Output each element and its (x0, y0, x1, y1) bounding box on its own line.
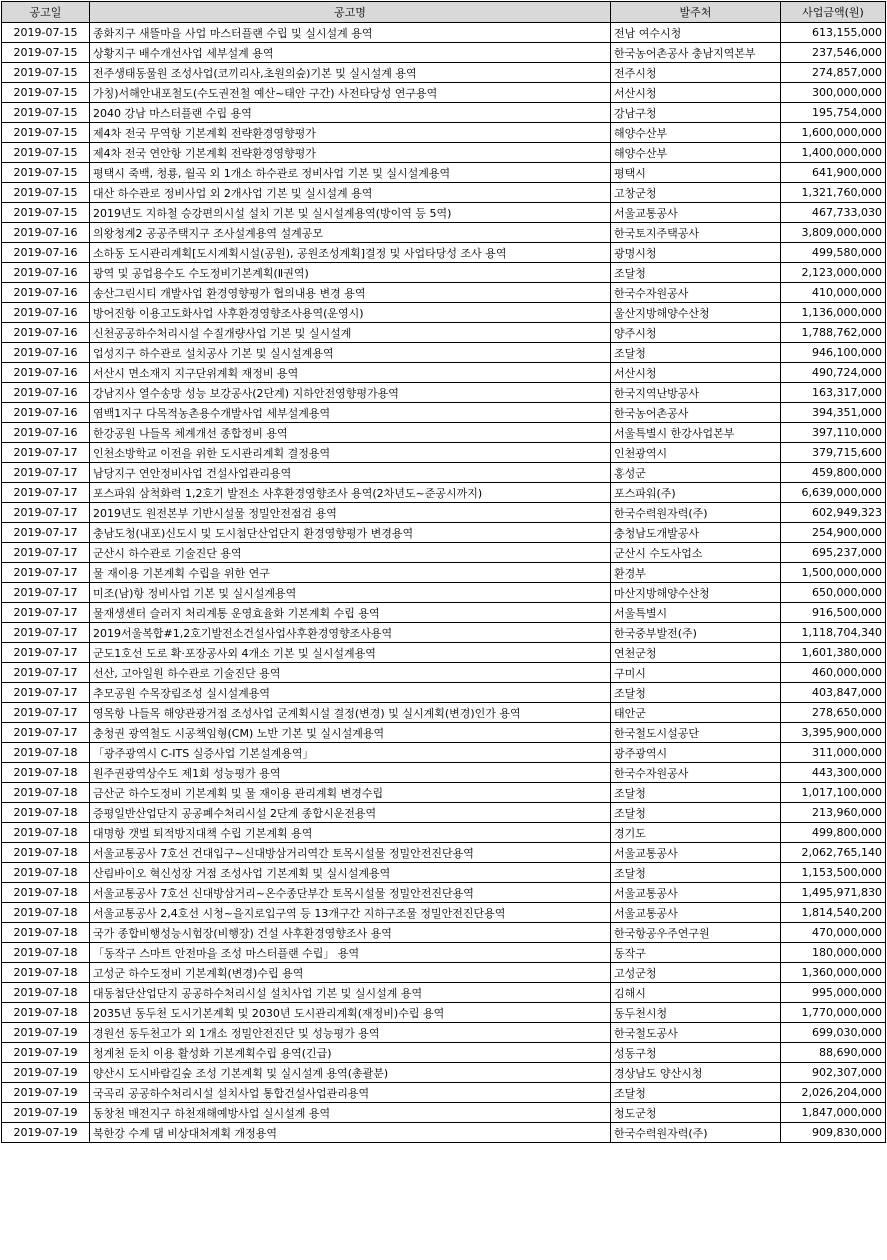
cell-org[interactable]: 인천광역시 (611, 443, 781, 463)
table-row (2, 903, 886, 923)
table-row (2, 763, 886, 783)
cell-date[interactable]: 2019-07-16 (2, 323, 90, 343)
table-row (2, 103, 886, 123)
cell-amount[interactable]: 2,123,000,000 (781, 263, 886, 283)
cell-title[interactable]: 대명항 갯벌 퇴적방지대책 수립 기본계획 용역 (90, 823, 611, 843)
cell-org[interactable]: 광주광역시 (611, 743, 781, 763)
cell-date[interactable]: 2019-07-16 (2, 383, 90, 403)
cell-org[interactable]: 조달청 (611, 783, 781, 803)
header-date[interactable]: 공고일 (2, 2, 90, 23)
cell-title[interactable]: 전주생태동물원 조성사업(코끼리사,초원의숲)기본 및 실시설계 용역 (90, 63, 611, 83)
cell-amount[interactable]: 443,300,000 (781, 763, 886, 783)
cell-title[interactable]: 서산시 면소재지 지구단위계획 재정비 용역 (90, 363, 611, 383)
cell-org[interactable]: 서울교통공사 (611, 883, 781, 903)
table-row (2, 1023, 886, 1043)
cell-title[interactable]: 염백1지구 다목적농촌용수개발사업 세부설계용역 (90, 403, 611, 423)
cell-org[interactable]: 한국수자원공사 (611, 283, 781, 303)
cell-date[interactable]: 2019-07-19 (2, 1023, 90, 1043)
cell-title[interactable]: 증평일반산업단지 공공폐수처리시설 2단계 종합시운전용역 (90, 803, 611, 823)
cell-amount[interactable]: 1,601,380,000 (781, 643, 886, 663)
cell-date[interactable]: 2019-07-18 (2, 763, 90, 783)
cell-date[interactable]: 2019-07-17 (2, 483, 90, 503)
cell-org[interactable]: 서울교통공사 (611, 843, 781, 863)
cell-amount[interactable]: 1,770,000,000 (781, 1003, 886, 1023)
cell-org[interactable]: 조달청 (611, 1083, 781, 1103)
cell-amount[interactable]: 909,830,000 (781, 1123, 886, 1143)
cell-org[interactable]: 한국농어촌공사 (611, 403, 781, 423)
cell-amount[interactable]: 213,960,000 (781, 803, 886, 823)
cell-date[interactable]: 2019-07-17 (2, 543, 90, 563)
cell-date[interactable]: 2019-07-17 (2, 443, 90, 463)
cell-title[interactable]: 추모공원 수목장림조성 실시설계용역 (90, 683, 611, 703)
cell-date[interactable]: 2019-07-17 (2, 663, 90, 683)
cell-org[interactable]: 조달청 (611, 863, 781, 883)
cell-date[interactable]: 2019-07-17 (2, 683, 90, 703)
cell-date[interactable]: 2019-07-17 (2, 523, 90, 543)
cell-amount[interactable]: 470,000,000 (781, 923, 886, 943)
cell-amount[interactable]: 410,000,000 (781, 283, 886, 303)
cell-amount[interactable]: 311,000,000 (781, 743, 886, 763)
cell-org[interactable]: 경상남도 양산시청 (611, 1063, 781, 1083)
cell-org[interactable]: 충청남도개발공사 (611, 523, 781, 543)
cell-org[interactable]: 해양수산부 (611, 143, 781, 163)
cell-title[interactable]: 동창천 매전지구 하천재해예방사업 실시설계 용역 (90, 1103, 611, 1123)
cell-title[interactable]: 서울교통공사 7호선 건대입구~신대방삼거리역간 토목시설물 정밀안전진단용역 (90, 843, 611, 863)
table-row (2, 723, 886, 743)
cell-date[interactable]: 2019-07-19 (2, 1083, 90, 1103)
cell-title[interactable]: 양산시 도시바람길숲 조성 기본계획 및 실시설계 용역(총괄분) (90, 1063, 611, 1083)
cell-title[interactable]: 평택시 죽백, 청룡, 월곡 외 1개소 하수관로 정비사업 기본 및 실시설계용역 (90, 163, 611, 183)
table-row (2, 983, 886, 1003)
table-row (2, 803, 886, 823)
cell-org[interactable]: 조달청 (611, 803, 781, 823)
cell-org[interactable]: 서울교통공사 (611, 203, 781, 223)
cell-title[interactable]: 국곡리 공공하수처리시설 설치사업 통합건설사업관리용역 (90, 1083, 611, 1103)
table-row (2, 563, 886, 583)
cell-amount[interactable]: 1,136,000,000 (781, 303, 886, 323)
table-row (2, 823, 886, 843)
table-row (2, 583, 886, 603)
cell-date[interactable]: 2019-07-18 (2, 903, 90, 923)
cell-amount[interactable]: 902,307,000 (781, 1063, 886, 1083)
cell-title[interactable]: 충청권 광역철도 시공책임형(CM) 노반 기본 및 실시설계용역 (90, 723, 611, 743)
table-row (2, 523, 886, 543)
table-row (2, 383, 886, 403)
cell-org[interactable]: 환경부 (611, 563, 781, 583)
cell-org[interactable]: 한국토지주택공사 (611, 223, 781, 243)
cell-amount[interactable]: 650,000,000 (781, 583, 886, 603)
table-header-row (2, 2, 886, 23)
cell-title[interactable]: 선산, 고아일원 하수관로 기술진단 용역 (90, 663, 611, 683)
cell-org[interactable]: 포스파워(주) (611, 483, 781, 503)
table-row (2, 663, 886, 683)
cell-amount[interactable]: 195,754,000 (781, 103, 886, 123)
cell-amount[interactable]: 467,733,030 (781, 203, 886, 223)
table-row (2, 303, 886, 323)
table-row (2, 223, 886, 243)
cell-title[interactable]: 종화지구 새뜰마을 사업 마스터플랜 수립 및 실시설계 용역 (90, 23, 611, 43)
cell-title[interactable]: 가칭)서해안내포철도(수도권전철 예산~태안 구간) 사전타당성 연구용역 (90, 83, 611, 103)
cell-title[interactable]: 서울교통공사 2,4호선 시청~을지로입구역 등 13개구간 지하구조물 정밀안전진단용역 (90, 903, 611, 923)
cell-title[interactable]: 고성군 하수도정비 기본계획(변경)수립 용역 (90, 963, 611, 983)
cell-date[interactable]: 2019-07-16 (2, 243, 90, 263)
cell-date[interactable]: 2019-07-16 (2, 363, 90, 383)
cell-amount[interactable]: 237,546,000 (781, 43, 886, 63)
cell-date[interactable]: 2019-07-15 (2, 123, 90, 143)
cell-org[interactable]: 조달청 (611, 263, 781, 283)
cell-org[interactable]: 서울교통공사 (611, 903, 781, 923)
cell-amount[interactable]: 254,900,000 (781, 523, 886, 543)
cell-title[interactable]: 군산시 하수관로 기술진단 용역 (90, 543, 611, 563)
cell-title[interactable]: 2019서울복합#1,2호기발전소건설사업사후환경영향조사용역 (90, 623, 611, 643)
cell-date[interactable]: 2019-07-17 (2, 563, 90, 583)
table-row (2, 283, 886, 303)
cell-amount[interactable]: 6,639,000,000 (781, 483, 886, 503)
cell-amount[interactable]: 88,690,000 (781, 1043, 886, 1063)
cell-date[interactable]: 2019-07-18 (2, 803, 90, 823)
cell-title[interactable]: 2019년도 지하철 승강편의시설 설치 기본 및 실시설계용역(방이역 등 5역) (90, 203, 611, 223)
cell-title[interactable]: 청계천 둔치 이용 활성화 기본계획수립 용역(긴급) (90, 1043, 611, 1063)
cell-org[interactable]: 동두천시청 (611, 1003, 781, 1023)
table-row (2, 363, 886, 383)
cell-date[interactable]: 2019-07-17 (2, 603, 90, 623)
cell-org[interactable]: 태안군 (611, 703, 781, 723)
cell-amount[interactable]: 1,600,000,000 (781, 123, 886, 143)
cell-title[interactable]: 소하동 도시관리계획[도시계획시설(공원), 공원조성계획]결정 및 사업타당성 조사 용역 (90, 243, 611, 263)
cell-amount[interactable]: 1,400,000,000 (781, 143, 886, 163)
table-row (2, 203, 886, 223)
cell-date[interactable]: 2019-07-19 (2, 1123, 90, 1143)
cell-date[interactable]: 2019-07-17 (2, 723, 90, 743)
cell-date[interactable]: 2019-07-15 (2, 23, 90, 43)
cell-date[interactable]: 2019-07-15 (2, 83, 90, 103)
cell-amount[interactable]: 1,321,760,000 (781, 183, 886, 203)
cell-amount[interactable]: 995,000,000 (781, 983, 886, 1003)
cell-amount[interactable]: 1,847,000,000 (781, 1103, 886, 1123)
cell-date[interactable]: 2019-07-17 (2, 643, 90, 663)
cell-date[interactable]: 2019-07-15 (2, 103, 90, 123)
cell-title[interactable]: 포스파워 삼척화력 1,2호기 발전소 사후환경영향조사 용역(2차년도~준공시까지) (90, 483, 611, 503)
cell-title[interactable]: 산림바이오 혁신성장 거점 조성사업 기본계획 및 실시설계용역 (90, 863, 611, 883)
cell-date[interactable]: 2019-07-15 (2, 163, 90, 183)
cell-title[interactable]: 경원선 동두천고가 외 1개소 정밀안전진단 및 성능평가 용역 (90, 1023, 611, 1043)
cell-date[interactable]: 2019-07-15 (2, 43, 90, 63)
table-row (2, 1003, 886, 1023)
cell-org[interactable]: 조달청 (611, 683, 781, 703)
cell-org[interactable]: 서산시청 (611, 363, 781, 383)
cell-org[interactable]: 조달청 (611, 343, 781, 363)
cell-amount[interactable]: 1,788,762,000 (781, 323, 886, 343)
cell-amount[interactable]: 1,814,540,200 (781, 903, 886, 923)
cell-org[interactable]: 연천군청 (611, 643, 781, 663)
cell-date[interactable]: 2019-07-18 (2, 963, 90, 983)
cell-date[interactable]: 2019-07-15 (2, 143, 90, 163)
cell-title[interactable]: 광역 및 공업용수도 수도정비기본계획(Ⅱ권역) (90, 263, 611, 283)
cell-org[interactable]: 동작구 (611, 943, 781, 963)
cell-title[interactable]: 한강공원 나들목 체계개선 종합정비 용역 (90, 423, 611, 443)
cell-amount[interactable]: 641,900,000 (781, 163, 886, 183)
cell-title[interactable]: 남당지구 연안정비사업 건설사업관리용역 (90, 463, 611, 483)
cell-amount[interactable]: 695,237,000 (781, 543, 886, 563)
cell-title[interactable]: 물재생센터 슬러지 처리계통 운영효율화 기본계획 수립 용역 (90, 603, 611, 623)
table-row (2, 943, 886, 963)
cell-amount[interactable]: 499,580,000 (781, 243, 886, 263)
cell-org[interactable]: 한국수력원자력(주) (611, 503, 781, 523)
cell-title[interactable]: 2019년도 원전본부 기반시설물 정밀안전점검 용역 (90, 503, 611, 523)
cell-org[interactable]: 한국항공우주연구원 (611, 923, 781, 943)
cell-org[interactable]: 군산시 수도사업소 (611, 543, 781, 563)
cell-amount[interactable]: 916,500,000 (781, 603, 886, 623)
table-row (2, 163, 886, 183)
cell-title[interactable]: 원주권광역상수도 제1회 성능평가 용역 (90, 763, 611, 783)
cell-amount[interactable]: 274,857,000 (781, 63, 886, 83)
cell-title[interactable]: 미조(남)항 정비사업 기본 및 실시설계용역 (90, 583, 611, 603)
table-row (2, 23, 886, 43)
cell-amount[interactable]: 394,351,000 (781, 403, 886, 423)
cell-org[interactable]: 한국농어촌공사 충남지역본부 (611, 43, 781, 63)
table-row (2, 863, 886, 883)
cell-date[interactable]: 2019-07-18 (2, 943, 90, 963)
cell-title[interactable]: 2035년 동두천 도시기본계획 및 2030년 도시관리계획(재정비)수립 용역 (90, 1003, 611, 1023)
table-row (2, 63, 886, 83)
cell-org[interactable]: 경기도 (611, 823, 781, 843)
cell-title[interactable]: 「동작구 스마트 안전마을 조성 마스터플랜 수립」 용역 (90, 943, 611, 963)
cell-org[interactable]: 양주시청 (611, 323, 781, 343)
cell-title[interactable]: 2040 강남 마스터플랜 수립 용역 (90, 103, 611, 123)
cell-org[interactable]: 한국철도시설공단 (611, 723, 781, 743)
cell-org[interactable]: 해양수산부 (611, 123, 781, 143)
table-row (2, 343, 886, 363)
cell-title[interactable]: 금산군 하수도정비 기본계획 및 물 재이용 관리계획 변경수립 (90, 783, 611, 803)
cell-date[interactable]: 2019-07-17 (2, 463, 90, 483)
cell-date[interactable]: 2019-07-18 (2, 843, 90, 863)
cell-org[interactable]: 김해시 (611, 983, 781, 1003)
cell-title[interactable]: 충남도청(내포)신도시 및 도시첨단산업단지 환경영향평가 변경용역 (90, 523, 611, 543)
table-row (2, 963, 886, 983)
table-row (2, 263, 886, 283)
cell-title[interactable]: 대동첨단산업단지 공공하수처리시설 설치사업 기본 및 실시설계 용역 (90, 983, 611, 1003)
cell-date[interactable]: 2019-07-15 (2, 63, 90, 83)
cell-org[interactable]: 평택시 (611, 163, 781, 183)
table-row (2, 183, 886, 203)
cell-amount[interactable]: 1,017,100,000 (781, 783, 886, 803)
cell-date[interactable]: 2019-07-18 (2, 883, 90, 903)
table-row (2, 243, 886, 263)
table-row (2, 83, 886, 103)
table-row (2, 643, 886, 663)
tender-table (1, 1, 886, 1143)
cell-title[interactable]: 영목항 나들목 해양관광거점 조성사업 군계획시설 결정(변경) 및 실시계획(변경)인가 용역 (90, 703, 611, 723)
table-row (2, 1063, 886, 1083)
cell-amount[interactable]: 300,000,000 (781, 83, 886, 103)
cell-amount[interactable]: 1,360,000,000 (781, 963, 886, 983)
cell-amount[interactable]: 613,155,000 (781, 23, 886, 43)
table-row (2, 1043, 886, 1063)
cell-date[interactable]: 2019-07-18 (2, 743, 90, 763)
cell-amount[interactable]: 379,715,600 (781, 443, 886, 463)
cell-amount[interactable]: 1,495,971,830 (781, 883, 886, 903)
cell-title[interactable]: 군도1호선 도로 확·포장공사외 4개소 기본 및 실시설계용역 (90, 643, 611, 663)
cell-org[interactable]: 청도군청 (611, 1103, 781, 1123)
cell-title[interactable]: 제4차 전국 무역항 기본계획 전략환경영향평가 (90, 123, 611, 143)
header-amount[interactable]: 사업금액(원) (781, 2, 886, 23)
cell-amount[interactable]: 2,062,765,140 (781, 843, 886, 863)
table-row (2, 1123, 886, 1143)
cell-date[interactable]: 2019-07-17 (2, 503, 90, 523)
cell-title[interactable]: 대산 하수관로 정비사업 외 2개사업 기본 및 실시설계 용역 (90, 183, 611, 203)
cell-org[interactable]: 고성군청 (611, 963, 781, 983)
cell-date[interactable]: 2019-07-16 (2, 403, 90, 423)
cell-title[interactable]: 신천공공하수처리시설 수질개량사업 기본 및 실시설계 (90, 323, 611, 343)
cell-org[interactable]: 성동구청 (611, 1043, 781, 1063)
cell-amount[interactable]: 163,317,000 (781, 383, 886, 403)
cell-org[interactable]: 서울특별시 (611, 603, 781, 623)
cell-date[interactable]: 2019-07-18 (2, 1003, 90, 1023)
cell-org[interactable]: 홍성군 (611, 463, 781, 483)
cell-date[interactable]: 2019-07-15 (2, 183, 90, 203)
cell-date[interactable]: 2019-07-18 (2, 783, 90, 803)
table-row (2, 923, 886, 943)
table-row (2, 323, 886, 343)
table-row (2, 703, 886, 723)
cell-date[interactable]: 2019-07-17 (2, 703, 90, 723)
cell-amount[interactable]: 699,030,000 (781, 1023, 886, 1043)
cell-amount[interactable]: 459,800,000 (781, 463, 886, 483)
cell-amount[interactable]: 2,026,204,000 (781, 1083, 886, 1103)
cell-amount[interactable]: 3,809,000,000 (781, 223, 886, 243)
cell-date[interactable]: 2019-07-18 (2, 983, 90, 1003)
cell-org[interactable]: 서산시청 (611, 83, 781, 103)
cell-amount[interactable]: 1,118,704,340 (781, 623, 886, 643)
cell-org[interactable]: 한국수자원공사 (611, 763, 781, 783)
table-row (2, 543, 886, 563)
table-row (2, 683, 886, 703)
cell-title[interactable]: 제4차 전국 연안항 기본계획 전략환경영향평가 (90, 143, 611, 163)
cell-amount[interactable]: 3,395,900,000 (781, 723, 886, 743)
cell-title[interactable]: 상황지구 배수개선사업 세부설계 용역 (90, 43, 611, 63)
table-row (2, 403, 886, 423)
cell-amount[interactable]: 490,724,000 (781, 363, 886, 383)
table-row (2, 623, 886, 643)
cell-amount[interactable]: 180,000,000 (781, 943, 886, 963)
cell-title[interactable]: 국가 종합비행성능시험장(비행장) 건설 사후환경영향조사 용역 (90, 923, 611, 943)
table-row (2, 883, 886, 903)
cell-date[interactable]: 2019-07-16 (2, 283, 90, 303)
cell-title[interactable]: 인천소방학교 이전을 위한 도시관리계획 결정용역 (90, 443, 611, 463)
cell-org[interactable]: 서울특별시 한강사업본부 (611, 423, 781, 443)
cell-org[interactable]: 광명시청 (611, 243, 781, 263)
table-row (2, 423, 886, 443)
cell-date[interactable]: 2019-07-16 (2, 223, 90, 243)
cell-org[interactable]: 한국중부발전(주) (611, 623, 781, 643)
cell-date[interactable]: 2019-07-18 (2, 923, 90, 943)
table-row (2, 603, 886, 623)
cell-org[interactable]: 울산지방해양수산청 (611, 303, 781, 323)
cell-amount[interactable]: 499,800,000 (781, 823, 886, 843)
cell-title[interactable]: 업성지구 하수관로 설치공사 기본 및 실시설계용역 (90, 343, 611, 363)
cell-org[interactable]: 전주시청 (611, 63, 781, 83)
table-row (2, 443, 886, 463)
table-row (2, 123, 886, 143)
table-row (2, 503, 886, 523)
cell-org[interactable]: 강남구청 (611, 103, 781, 123)
header-title[interactable]: 공고명 (90, 2, 611, 23)
cell-amount[interactable]: 403,847,000 (781, 683, 886, 703)
table-body (2, 23, 886, 1143)
table-row (2, 463, 886, 483)
cell-date[interactable]: 2019-07-16 (2, 343, 90, 363)
table-row (2, 143, 886, 163)
table-row (2, 1083, 886, 1103)
cell-title[interactable]: 의왕청계2 공공주택지구 조사설계용역 설계공모 (90, 223, 611, 243)
table-row (2, 43, 886, 63)
table-row (2, 743, 886, 763)
cell-date[interactable]: 2019-07-15 (2, 203, 90, 223)
table-row (2, 483, 886, 503)
cell-amount[interactable]: 278,650,000 (781, 703, 886, 723)
cell-date[interactable]: 2019-07-16 (2, 423, 90, 443)
cell-title[interactable]: 방어진항 이용고도화사업 사후환경영향조사용역(운영시) (90, 303, 611, 323)
cell-amount[interactable]: 602,949,323 (781, 503, 886, 523)
cell-date[interactable]: 2019-07-18 (2, 863, 90, 883)
cell-org[interactable]: 전남 여수시청 (611, 23, 781, 43)
cell-amount[interactable]: 946,100,000 (781, 343, 886, 363)
table-row (2, 783, 886, 803)
cell-title[interactable]: 강남지사 열수송망 성능 보강공사(2단계) 지하안전영향평가용역 (90, 383, 611, 403)
cell-date[interactable]: 2019-07-19 (2, 1043, 90, 1063)
cell-org[interactable]: 한국철도공사 (611, 1023, 781, 1043)
cell-date[interactable]: 2019-07-18 (2, 823, 90, 843)
cell-date[interactable]: 2019-07-16 (2, 263, 90, 283)
cell-amount[interactable]: 1,500,000,000 (781, 563, 886, 583)
cell-title[interactable]: 「광주광역시 C-ITS 실증사업 기본설계용역」 (90, 743, 611, 763)
cell-date[interactable]: 2019-07-19 (2, 1103, 90, 1123)
cell-title[interactable]: 북한강 수계 댐 비상대처계획 개정용역 (90, 1123, 611, 1143)
cell-org[interactable]: 고창군청 (611, 183, 781, 203)
cell-date[interactable]: 2019-07-17 (2, 583, 90, 603)
cell-title[interactable]: 송산그린시티 개발사업 환경영향평가 협의내용 변경 용역 (90, 283, 611, 303)
header-org[interactable]: 발주처 (611, 2, 781, 23)
cell-org[interactable]: 구미시 (611, 663, 781, 683)
cell-org[interactable]: 한국수력원자력(주) (611, 1123, 781, 1143)
cell-amount[interactable]: 460,000,000 (781, 663, 886, 683)
cell-date[interactable]: 2019-07-17 (2, 623, 90, 643)
cell-title[interactable]: 서울교통공사 7호선 신대방삼거리~온수종단부간 토목시설물 정밀안전진단용역 (90, 883, 611, 903)
cell-amount[interactable]: 397,110,000 (781, 423, 886, 443)
table-row (2, 1103, 886, 1123)
spreadsheet-sheet (1, 1, 886, 1143)
cell-date[interactable]: 2019-07-19 (2, 1063, 90, 1083)
cell-org[interactable]: 한국지역난방공사 (611, 383, 781, 403)
cell-title[interactable]: 물 재이용 기본계획 수립을 위한 연구 (90, 563, 611, 583)
cell-amount[interactable]: 1,153,500,000 (781, 863, 886, 883)
cell-date[interactable]: 2019-07-16 (2, 303, 90, 323)
table-row (2, 843, 886, 863)
cell-org[interactable]: 마산지방해양수산청 (611, 583, 781, 603)
